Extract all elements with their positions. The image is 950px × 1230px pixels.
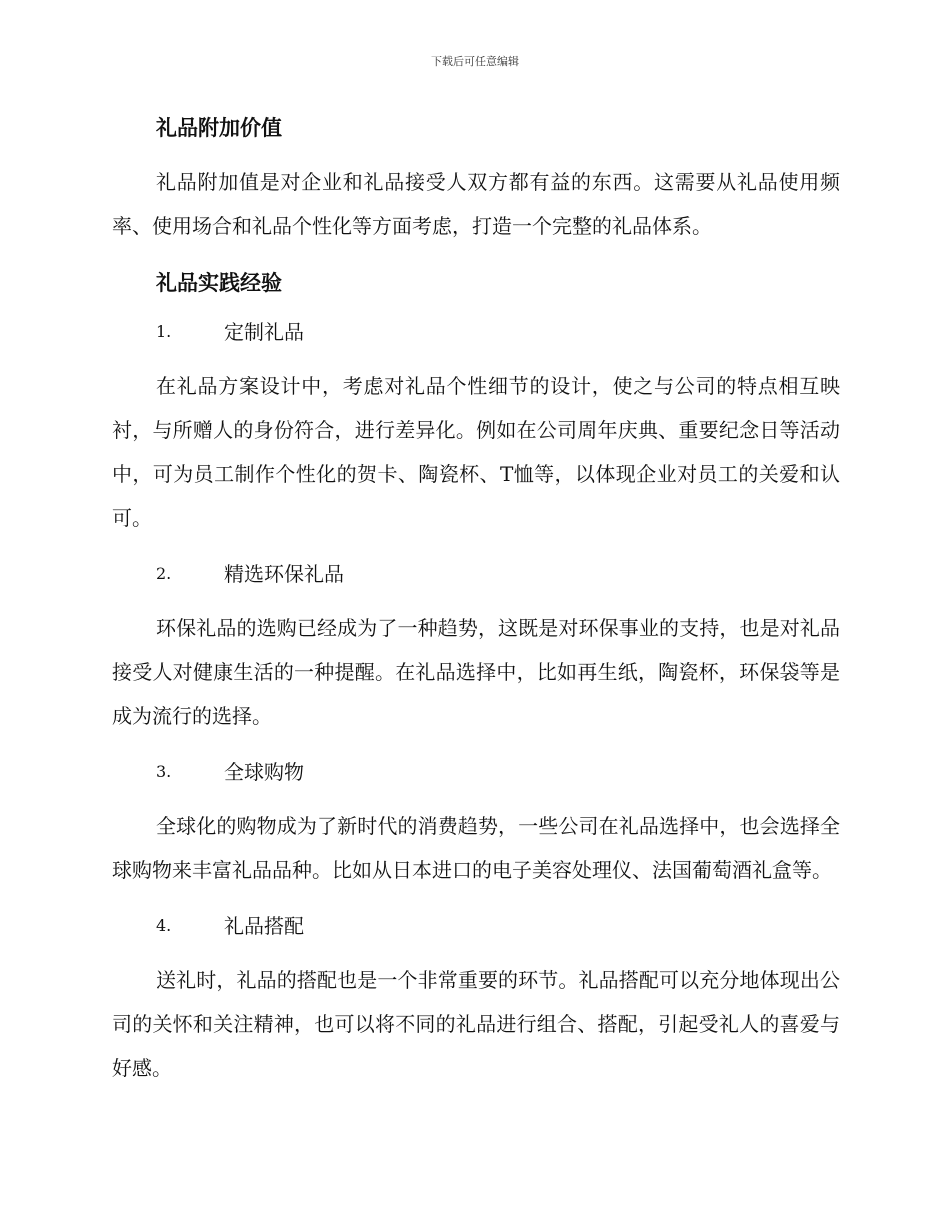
list-item-title: 精选环保礼品 [224, 562, 344, 586]
page-header: 下载后可任意编辑 [431, 55, 519, 68]
list-item-custom-gifts [112, 310, 840, 354]
list-item-number: 2. [156, 564, 172, 583]
paragraph-gift-pairing: 送礼时，礼品的搭配也是一个非常重要的环节。礼品搭配可以充分地体现出公司的关怀和关注精神，也可以将不同的礼品进行组合、搭配，引起受礼人的喜爱与好感。 [112, 968, 840, 1080]
list-item-title: 礼品搭配 [224, 914, 304, 938]
paragraph-added-value: 礼品附加值是对企业和礼品接受人双方都有益的东西。这需要从礼品使用频率、使用场合和礼品个性化等方面考虑，打造一个完整的礼品体系。 [112, 170, 840, 238]
paragraph-global-shopping: 全球化的购物成为了新时代的消费趋势，一些公司在礼品选择中，也会选择全球购物来丰富礼品品种。比如从日本进口的电子美容处理仪、法国葡萄酒礼盒等。 [112, 814, 840, 882]
paragraph-eco-gifts: 环保礼品的选购已经成为了一种趋势，这既是对环保事业的支持，也是对礼品接受人对健康生活的一种提醒。在礼品选择中，比如再生纸，陶瓷杯，环保袋等是成为流行的选择。 [112, 616, 840, 728]
list-item-number: 4. [156, 916, 172, 935]
document-body [112, 105, 840, 1102]
paragraph-custom-gifts: 在礼品方案设计中，考虑对礼品个性细节的设计，使之与公司的特点相互映衬，与所赠人的身份符合，进行差异化。例如在公司周年庆典、重要纪念日等活动中，可为员工制作个性化的贺卡、陶瓷杯、T恤等，以体现企业对员工的关爱和认可。 [112, 374, 840, 530]
list-item-title: 定制礼品 [224, 320, 304, 344]
list-item-eco-gifts [112, 552, 840, 596]
list-item-title: 全球购物 [224, 760, 304, 784]
list-item-gift-pairing [112, 904, 840, 948]
list-item-number: 1. [156, 322, 172, 341]
section-heading-added-value: 礼品附加价值 [156, 115, 282, 140]
section-heading-practice: 礼品实践经验 [156, 270, 282, 295]
list-item-number: 3. [156, 762, 172, 781]
list-item-global-shopping [112, 750, 840, 794]
